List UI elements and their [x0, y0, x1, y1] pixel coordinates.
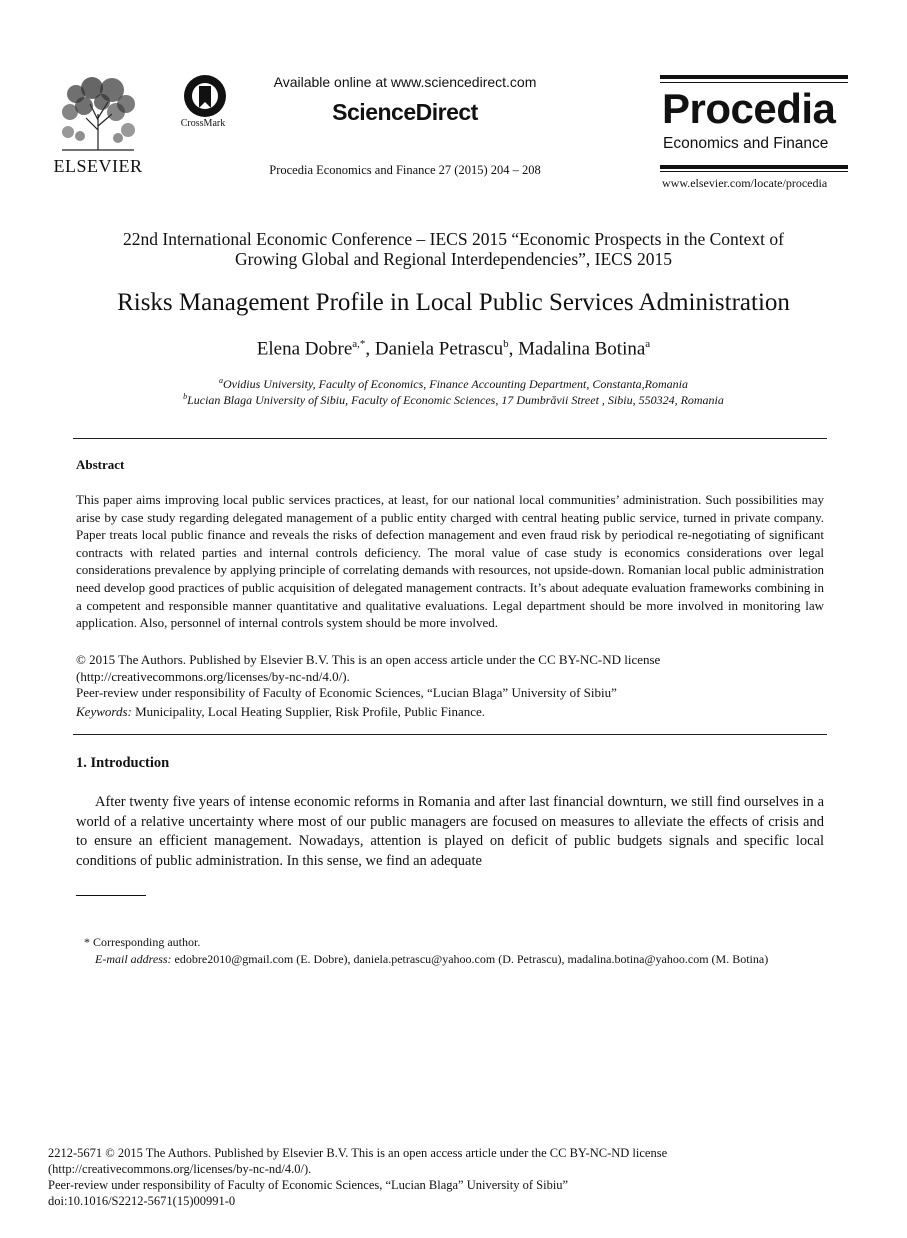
keywords-line [76, 703, 836, 720]
sciencedirect-logo[interactable]: ScienceDirect [332, 99, 478, 125]
procedia-bottom-rule [660, 165, 848, 169]
conference-name [70, 229, 837, 269]
author-affiliation-mark: a,* [352, 338, 366, 350]
bottom-license-link[interactable]: (http://creativecommons.org/licenses/by-nc-nd/4.0/). [48, 1162, 312, 1176]
author-affiliation-mark: b [503, 338, 509, 350]
keywords-list: Municipality, Local Heating Supplier, Risk Profile, Public Finance. [135, 704, 486, 719]
divider [73, 438, 827, 439]
crossmark-label: CrossMark [180, 118, 226, 129]
affiliation-text: Lucian Blaga University of Sibiu, Faculty of Economic Sciences, 17 Dumbrăvii Street , Sibiu, 550324, Romania [187, 393, 724, 407]
abstract-heading: Abstract [76, 457, 125, 472]
keywords-label: Keywords: [76, 704, 132, 719]
email-addresses [95, 952, 768, 967]
elsevier-tree-icon [56, 74, 140, 152]
section-heading: 1. Introduction [76, 755, 170, 771]
email-list[interactable]: edobre2010@gmail.com (E. Dobre), daniela.petrascu@yahoo.com (D. Petrascu), madalina.botina@yahoo.com (M. Botina) [174, 952, 769, 966]
author-list [40, 338, 867, 360]
author-affiliation-mark: a [645, 338, 651, 350]
affiliation-b [40, 392, 867, 408]
divider [73, 734, 827, 735]
footnote-divider [76, 895, 146, 896]
journal-url-link[interactable]: www.elsevier.com/locate/procedia [662, 176, 828, 190]
paper-title: Risks Management Profile in Local Public Services Administration [117, 289, 790, 316]
affiliation-mark: b [183, 392, 188, 401]
conference-line-1: 22nd International Economic Conference – IECS 2015 “Economic Prospects in the Context of [123, 229, 784, 249]
introduction-paragraph: After twenty five years of intense economic reforms in Romania and after last financial downturn, we still find ourselves in a world of a relative uncertainty where most of our public managers are focused on measures to alleviate the effects of crisis and to ensure an efficient management. Nowadays, attention is played on deficit of public budgets signals and specific local conditions of public administration. In this sense, we find an adequate [76, 794, 824, 869]
procedia-bottom-rule-thin [660, 171, 848, 172]
license-link[interactable]: (http://creativecommons.org/licenses/by-nc-nd/4.0/). [76, 669, 350, 684]
affiliation-a [40, 376, 867, 392]
corresponding-author-note: * Corresponding author. [84, 935, 201, 949]
bottom-peer-review: Peer-review under responsibility of Faculty of Economic Sciences, “Lucian Blaga” University of Sibiu” [48, 1178, 569, 1192]
procedia-top-rule [660, 75, 848, 79]
author-separator: , [508, 338, 519, 360]
abstract-body: This paper aims improving local public services practices, at least, for our national local communities’ administration. Such possibilities may arise by case study regarding delegated management of a public entity charged with central heating public service, turned in private company. Paper treats local public finance and reveals the risks of defection management and even fraud risk by periodical re-negotiating of significant contracts with related parties and internal controls deficiency. The moral value of case study is economics considerations over legal considerations prevalence by applying principle of correlating demands with resources, not upside-down. Romanian local public administration need develop good practices of public acquisition of delegated management contracts. It’s about adequate evaluation frameworks combining in a competent and responsible manner quantitative and qualitative evaluations. Legal department should be more involved in monitoring law application. Also, personnel of internal controls system should be more involved. [76, 492, 824, 631]
procedia-wordmark: Procedia [662, 85, 836, 132]
doi-link[interactable]: doi:10.1016/S2212-5671(15)00991-0 [48, 1194, 236, 1208]
procedia-top-rule-thin [660, 82, 848, 83]
elsevier-logo [50, 74, 146, 174]
available-online-text: Available online at www.sciencedirect.com [273, 74, 537, 90]
email-label: E-mail address: [95, 952, 172, 966]
issn-copyright-line: 2212-5671 © 2015 The Authors. Published by Elsevier B.V. This is an open access article under the CC BY-NC-ND license [48, 1146, 668, 1160]
author-name: Daniela Petrascu [374, 338, 504, 360]
affiliation-mark: a [218, 376, 223, 385]
copyright-line: © 2015 The Authors. Published by Elsevier B.V. This is an open access article under the CC BY-NC-ND license [76, 652, 661, 667]
journal-citation: Procedia Economics and Finance 27 (2015) 204 – 208 [269, 163, 541, 177]
elsevier-wordmark: ELSEVIER [53, 156, 143, 176]
procedia-logo [660, 75, 850, 195]
author-name: Madalina Botina [518, 338, 646, 360]
author-name: Elena Dobre [256, 338, 353, 360]
affiliation-text: Ovidius University, Faculty of Economics, Finance Accounting Department, Constanta,Romania [222, 377, 689, 391]
peer-review-line: Peer-review under responsibility of Faculty of Economic Sciences, “Lucian Blaga” University of Sibiu” [76, 685, 617, 700]
procedia-subtitle: Economics and Finance [663, 135, 829, 152]
author-separator: , [365, 338, 375, 360]
conference-line-2: Growing Global and Regional Interdependencies”, IECS 2015 [235, 249, 672, 269]
